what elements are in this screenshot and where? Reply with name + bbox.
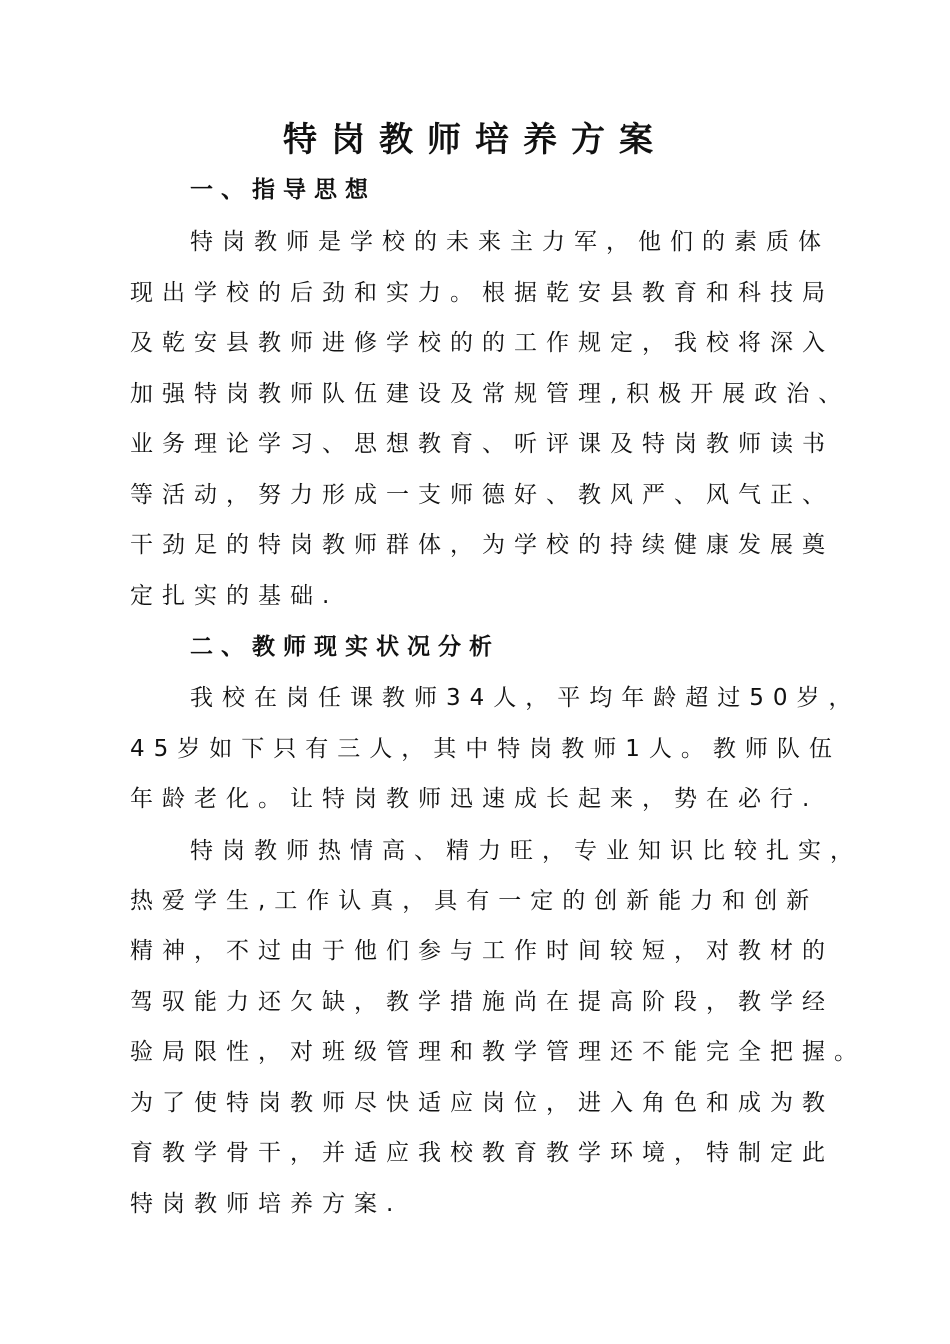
- paragraph-line: 业务理论学习、思想教育、听评课及特岗教师读书: [130, 431, 834, 457]
- paragraph-line: 育教学骨干，并适应我校教育教学环境，特制定此: [130, 1140, 834, 1166]
- section-heading-guiding-thought: 一、指导思想: [190, 177, 376, 203]
- document-title: 特岗教师培养方案: [283, 120, 667, 160]
- paragraph-line: 精神，不过由于他们参与工作时间较短，对教材的: [130, 938, 834, 964]
- paragraph-line: 验局限性，对班级管理和教学管理还不能完全把握。: [130, 1039, 866, 1065]
- paragraph-line: 年龄老化。让特岗教师迅速成长起来，势在必行.: [130, 786, 819, 812]
- paragraph-line: 为了使特岗教师尽快适应岗位，进入角色和成为教: [130, 1090, 834, 1116]
- paragraph-line: 等活动，努力形成一支师德好、教风严、风气正、: [130, 482, 834, 508]
- paragraph-line: 特岗教师是学校的未来主力军，他们的素质体: [190, 229, 830, 255]
- section-heading-teacher-status: 二、教师现实状况分析: [190, 634, 500, 660]
- paragraph-line: 45岁如下只有三人，其中特岗教师1人。教师队伍: [130, 736, 841, 762]
- paragraph-line: 加强特岗教师队伍建设及常规管理,积极开展政治、: [130, 381, 851, 407]
- paragraph-line: 现出学校的后劲和实力。根据乾安县教育和科技局: [130, 280, 834, 306]
- paragraph-line: 定扎实的基础.: [130, 583, 339, 609]
- paragraph-line: 特岗教师培养方案.: [130, 1191, 403, 1217]
- paragraph-line: 及乾安县教师进修学校的的工作规定，我校将深入: [130, 330, 834, 356]
- paragraph-line: 我校在岗任课教师34人，平均年龄超过50岁，: [190, 685, 861, 711]
- paragraph-line: 驾驭能力还欠缺，教学措施尚在提高阶段，教学经: [130, 989, 834, 1015]
- paragraph-line: 干劲足的特岗教师群体，为学校的持续健康发展奠: [130, 532, 834, 558]
- paragraph-line: 热爱学生,工作认真，具有一定的创新能力和创新: [130, 888, 819, 914]
- paragraph-line: 特岗教师热情高、精力旺，专业知识比较扎实，: [190, 838, 862, 864]
